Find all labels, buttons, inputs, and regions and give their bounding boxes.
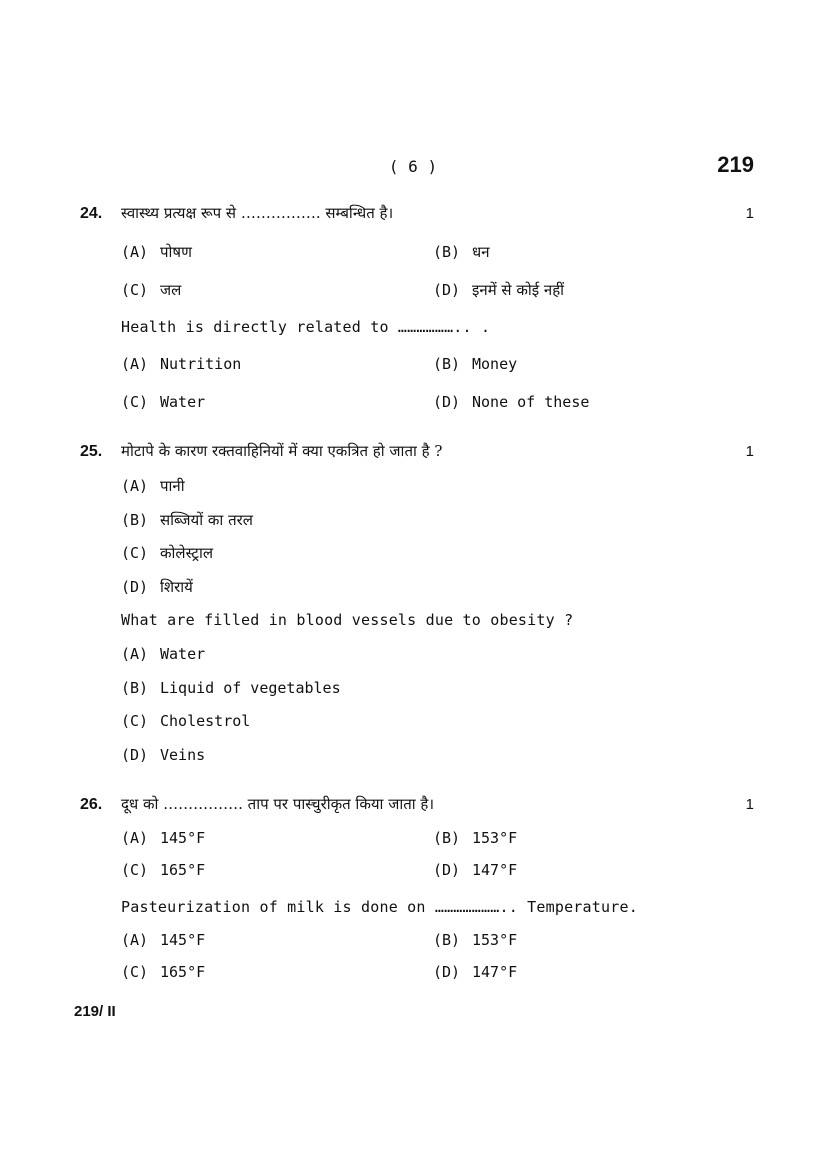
question-number: 26. (80, 796, 103, 813)
option-label: (D) (433, 393, 461, 411)
option (121, 712, 250, 730)
question-marks: 1 (745, 443, 754, 460)
option (121, 543, 213, 563)
option-text: शिरायें (160, 578, 193, 596)
option (433, 355, 517, 373)
option-text: सब्जियों का तरल (160, 511, 253, 529)
option-text: जल (160, 281, 182, 299)
option-text: पानी (160, 477, 185, 495)
option-text: Water (160, 393, 206, 411)
question-marks: 1 (745, 796, 754, 813)
option-text: Nutrition (160, 355, 242, 373)
option-label: (B) (433, 243, 461, 261)
option-label: (B) (121, 679, 149, 697)
option (121, 280, 181, 300)
option-text: Cholestrol (160, 712, 251, 730)
option-label: (B) (433, 931, 461, 949)
option (121, 645, 205, 663)
option-label: (C) (121, 544, 149, 562)
option (433, 280, 564, 300)
option-text: इनमें से कोई नहीं (472, 281, 565, 299)
option-label: (D) (121, 746, 149, 764)
option (121, 829, 205, 847)
question-text-english: What are filled in blood vessels due to obesity ? (121, 611, 574, 629)
question-marks: 1 (745, 205, 754, 222)
option-label: (A) (121, 645, 149, 663)
option (121, 355, 241, 373)
option (433, 861, 517, 879)
option (121, 393, 205, 411)
option (433, 963, 517, 981)
option-label: (A) (121, 477, 149, 495)
option (121, 476, 185, 496)
option-text: 147°F (472, 963, 518, 981)
option-label: (C) (121, 712, 149, 730)
option-label: (C) (121, 963, 149, 981)
question-text-english: Pasteurization of milk is done on ………………….. Temperature. (121, 898, 638, 916)
option-label: (D) (433, 281, 461, 299)
option-label: (B) (433, 355, 461, 373)
option-label: (C) (121, 861, 149, 879)
option-text: 147°F (472, 861, 518, 879)
option (433, 393, 589, 411)
option-text: Liquid of vegetables (160, 679, 341, 697)
option (121, 679, 341, 697)
option (433, 242, 490, 262)
option-text: None of these (472, 393, 590, 411)
option-text: 165°F (160, 861, 206, 879)
page-number: ( 6 ) (388, 157, 438, 176)
question-text-english: Health is directly related to ……………….. . (121, 318, 491, 336)
option-label: (B) (433, 829, 461, 847)
option-text: 145°F (160, 931, 206, 949)
question-text-hindi: स्वास्थ्य प्रत्यक्ष रूप से ……………. सम्बन्धित है। (121, 204, 394, 222)
option-text: 165°F (160, 963, 206, 981)
option (121, 242, 192, 262)
option-text: कोलेस्ट्राल (160, 544, 214, 562)
option-label: (A) (121, 829, 149, 847)
option (433, 829, 517, 847)
question-number: 25. (80, 443, 103, 460)
option-text: 153°F (472, 829, 518, 847)
option (121, 861, 205, 879)
option-label: (B) (121, 511, 149, 529)
paper-code: 219 (717, 152, 754, 177)
option-text: Water (160, 645, 206, 663)
option-label: (C) (121, 393, 149, 411)
option-text: Money (472, 355, 518, 373)
option-label: (D) (433, 861, 461, 879)
option-label: (A) (121, 355, 149, 373)
option (121, 963, 205, 981)
option (433, 931, 517, 949)
option (121, 577, 193, 597)
option-text: 145°F (160, 829, 206, 847)
option-label: (D) (121, 578, 149, 596)
footer-code: 219/ II (74, 1003, 116, 1020)
option (121, 510, 253, 530)
option-text: धन (472, 243, 490, 261)
option (121, 931, 205, 949)
option-label: (A) (121, 931, 149, 949)
option-text: 153°F (472, 931, 518, 949)
question-text-hindi: दूध को ……………. ताप पर पास्चुरीकृत किया जाता है। (121, 795, 435, 813)
option-text: पोषण (160, 243, 192, 261)
option (121, 746, 205, 764)
option-label: (C) (121, 281, 149, 299)
question-number: 24. (80, 205, 103, 222)
option-label: (A) (121, 243, 149, 261)
option-label: (D) (433, 963, 461, 981)
option-text: Veins (160, 746, 206, 764)
question-text-hindi: मोटापे के कारण रक्तवाहिनियों में क्या एकत्रित हो जाता है ? (121, 442, 443, 460)
